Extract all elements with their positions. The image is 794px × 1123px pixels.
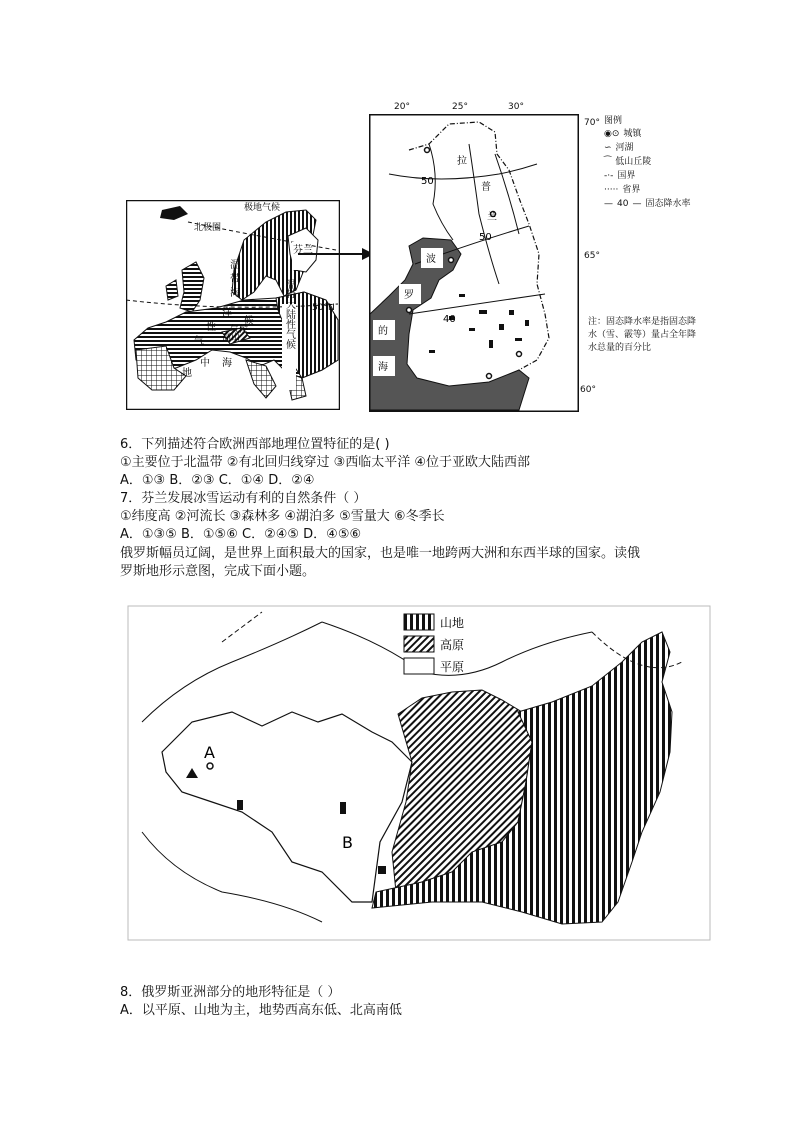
q8-stem: 8．俄罗斯亚洲部分的地形特征是（ ） <box>120 985 341 1000</box>
point-a-city <box>207 763 213 769</box>
climate-label: 气候 <box>230 325 249 335</box>
russia-terrain-map <box>122 602 714 944</box>
legend-river-lake: 河湖 <box>615 142 634 153</box>
svg-text:兰: 兰 <box>487 212 497 223</box>
point-b-label: B <box>342 833 353 852</box>
town-icon: ◉⊙ <box>604 128 620 139</box>
finland-legend: 图例 ◉⊙ 城镇 ∽ 河湖 ⁀ 低山丘陵 -·- 国界 ····· 省界 — 40 — 固态降水率 <box>604 116 691 209</box>
province-border-icon: ····· <box>604 184 619 195</box>
svg-text:普: 普 <box>481 182 491 193</box>
point-marker-2 <box>237 800 243 810</box>
russia-map-svg <box>122 602 714 944</box>
mediterranean-c1: 地 <box>182 368 192 379</box>
lat-50n-label: 50°N <box>312 303 335 313</box>
q8-option-a: A．以平原、山地为主，地势西高东低、北高南低 <box>120 1003 402 1018</box>
lat-tick-60: 60° <box>580 385 596 395</box>
national-border-icon: -·- <box>604 170 614 181</box>
q6-choices: A．①③ B．②③ C．①④ D．②④ <box>120 473 315 488</box>
isoline-label-1: 50 <box>421 176 434 187</box>
isoline-label-3: 40 <box>443 314 456 325</box>
temperate-maritime-c4: 洋 <box>222 308 232 319</box>
svg-text:的: 的 <box>378 326 388 337</box>
q7-options: ①纬度高 ②河流长 ③森林多 ④湖泊多 ⑤雪量大 ⑥冬季长 <box>120 509 445 524</box>
legend-hills: 低山丘陵 <box>615 156 652 167</box>
continental-climate-vertical-label <box>282 279 296 390</box>
legend-national-border: 国界 <box>617 170 636 181</box>
russia-intro-line2: 罗斯地形示意图，完成下面小题。 <box>120 564 316 579</box>
temperate-maritime-c2: 带 <box>230 274 240 285</box>
isoline-label-2: 50 <box>479 232 492 243</box>
legend-province-border: 省界 <box>622 184 641 195</box>
lat-tick-65: 65° <box>584 251 600 261</box>
temperate-maritime-c1: 温 <box>230 260 240 271</box>
temperate-maritime-c3: 海 <box>230 288 240 299</box>
svg-text:温带大陆性气候: 温带大陆性气候 <box>283 279 295 349</box>
europe-climate-map <box>126 200 340 410</box>
lon-tick-30: 30° <box>508 102 524 112</box>
svg-text:罗: 罗 <box>404 290 414 301</box>
hill-icon: ⁀ <box>604 156 612 167</box>
finland-map-svg <box>369 114 579 412</box>
q6-options: ①主要位于北温带 ②有北回归线穿过 ③西临太平洋 ④位于亚欧大陆西部 <box>120 455 531 470</box>
finland-map-note: 注：固态降水率是指固态降 水（雪、霰等）量占全年降 水总量的百分比 <box>588 317 697 353</box>
legend-plateau: 高原 <box>440 638 465 652</box>
mediterranean-c2: 中 <box>200 358 210 369</box>
point-b-square <box>378 866 386 874</box>
temperate-maritime-c5: 性 <box>206 322 216 333</box>
europe-map-svg <box>126 200 340 410</box>
mediterranean-c3: 海 <box>222 358 232 369</box>
arctic-circle-label: 北极圈 <box>194 223 222 233</box>
temperate-maritime-c7: 候 <box>244 316 254 327</box>
pointer-arrow <box>296 244 376 264</box>
q7-choices: A．①③⑤ B．①⑤⑥ C．②④⑤ D．④⑤⑥ <box>120 527 362 542</box>
polar-climate-label: 极地气候 <box>244 203 281 213</box>
legend-mountain: 山地 <box>440 616 465 630</box>
river-lake-icon: ∽ <box>604 142 612 153</box>
svg-text:拉: 拉 <box>457 156 467 167</box>
russia-legend <box>404 614 464 674</box>
lon-tick-20: 20° <box>394 102 410 112</box>
legend-iso-value: 40 <box>617 198 629 209</box>
q6-stem: 6．下列描述符合欧洲西部地理位置特征的是( ) <box>120 437 390 452</box>
legend-town: 城镇 <box>623 128 642 139</box>
finland-map <box>369 114 579 412</box>
alpine-label: 高山 <box>222 333 241 343</box>
svg-text:海: 海 <box>378 362 388 373</box>
legend-solid-precip: 固态降水率 <box>645 198 691 209</box>
russia-intro-line1: 俄罗斯幅员辽阔，是世界上面积最大的国家，也是唯一地跨两大洲和东西半球的国家。读俄 <box>120 546 641 561</box>
lat-tick-70: 70° <box>584 118 600 128</box>
temperate-maritime-c6: 气 <box>194 336 204 347</box>
lon-tick-25: 25° <box>452 102 468 112</box>
point-a-label: A <box>204 743 215 762</box>
point-marker-3 <box>340 802 346 814</box>
svg-text:波: 波 <box>426 254 436 265</box>
legend-title: 图例 <box>604 116 623 126</box>
q7-stem: 7．芬兰发展冰雪运动有利的自然条件（ ） <box>120 491 367 506</box>
isoline-sample-icon: — <box>604 198 613 209</box>
legend-plain: 平原 <box>440 660 465 674</box>
finland-label: 芬兰 <box>293 245 313 256</box>
